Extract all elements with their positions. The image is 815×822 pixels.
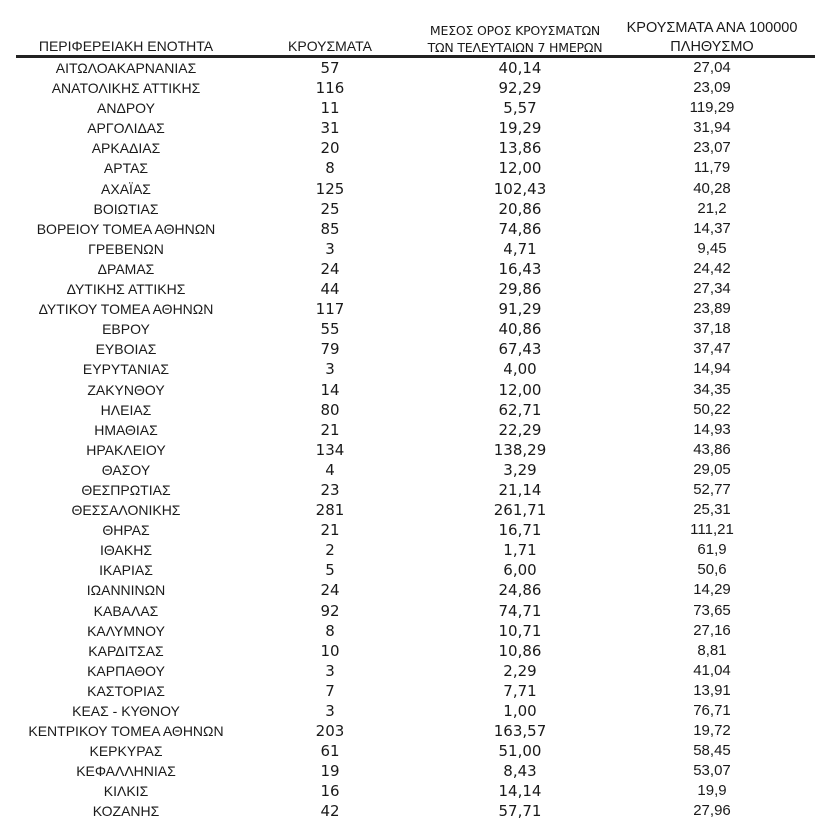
cell-region: ΚΑΒΑΛΑΣ [93, 602, 159, 619]
cell-cases: 10 [320, 641, 340, 660]
cell-per-100k: 23,07 [693, 139, 731, 157]
cell-region: ΑΝΔΡΟΥ [97, 100, 155, 117]
cell-cases: 21 [320, 521, 340, 540]
cell-region: ΔΡΑΜΑΣ [97, 260, 155, 277]
cell-per-100k: 25,31 [693, 501, 731, 519]
cell-region: ΒΟΡΕΙΟΥ ΤΟΜΕΑ ΑΘΗΝΩΝ [36, 220, 216, 237]
cell-per-100k: 14,29 [693, 581, 731, 599]
cell-region: ΕΒΡΟΥ [102, 321, 150, 338]
cell-cases: 20 [320, 139, 340, 158]
cell-region: ΙΘΑΚΗΣ [100, 542, 152, 559]
cell-cases: 117 [315, 300, 345, 319]
cell-7day-average: 29,86 [498, 280, 542, 299]
cell-7day-average: 91,29 [498, 300, 542, 319]
cell-7day-average: 163,57 [493, 722, 547, 741]
cell-region: ΑΙΤΩΛΟΑΚΑΡΝΑΝΙΑΣ [55, 60, 197, 76]
table-row [0, 239, 815, 259]
cell-cases: 116 [315, 79, 345, 98]
cell-region: ΗΜΑΘΙΑΣ [94, 421, 158, 438]
cell-region: ΚΟΖΑΝΗΣ [92, 803, 160, 820]
cell-7day-average: 8,43 [503, 762, 537, 781]
cell-cases: 31 [320, 119, 340, 138]
cell-7day-average: 20,86 [498, 199, 542, 218]
cell-7day-average: 24,86 [498, 581, 542, 600]
cell-cases: 24 [320, 259, 340, 278]
cell-7day-average: 138,29 [493, 440, 547, 459]
cell-region: ΘΕΣΣΑΛΟΝΙΚΗΣ [71, 502, 181, 519]
table-row [0, 138, 815, 158]
cell-region: ΘΑΣΟΥ [101, 461, 151, 478]
cell-cases: 80 [320, 400, 340, 419]
table-row [0, 641, 815, 661]
cell-7day-average: 40,14 [498, 59, 542, 77]
cell-per-100k: 23,09 [693, 79, 731, 97]
cell-per-100k: 43,86 [693, 440, 731, 458]
table-row [0, 560, 815, 580]
cell-7day-average: 6,00 [503, 561, 537, 580]
cell-cases: 85 [320, 219, 340, 238]
cell-7day-average: 102,43 [493, 179, 547, 198]
cell-region: ΔΥΤΙΚΟΥ ΤΟΜΕΑ ΑΘΗΝΩΝ [38, 301, 214, 318]
cell-cases: 92 [320, 601, 340, 620]
table-row [0, 480, 815, 500]
cell-7day-average: 74,71 [498, 601, 542, 620]
cell-cases: 44 [320, 280, 340, 299]
cell-per-100k: 37,18 [693, 320, 731, 338]
cell-per-100k: 19,72 [693, 722, 731, 740]
cell-region: ΑΧΑΪΑΣ [101, 180, 151, 197]
table-row [0, 199, 815, 219]
cell-per-100k: 111,21 [690, 521, 734, 539]
cell-cases: 25 [320, 199, 340, 218]
cell-region: ΚΕΑΣ - ΚΥΘΝΟΥ [72, 703, 180, 719]
table-row [0, 580, 815, 600]
cell-cases: 19 [320, 762, 340, 781]
cell-region: ΖΑΚΥΝΘΟΥ [87, 381, 165, 398]
cell-per-100k: 76,71 [693, 702, 731, 719]
cell-region: ΘΕΣΠΡΩΤΙΑΣ [81, 481, 171, 498]
cell-per-100k: 50,6 [697, 561, 727, 579]
cell-cases: 125 [315, 179, 345, 198]
cell-per-100k: 37,47 [693, 340, 731, 358]
header-region: ΠΕΡΙΦΕΡΕΙΑΚΗ ΕΝΟΤΗΤΑ [38, 38, 214, 54]
table-row [0, 721, 815, 741]
table-row [0, 701, 815, 721]
table-row [0, 78, 815, 98]
table-row [0, 460, 815, 480]
cell-7day-average: 1,71 [503, 541, 537, 560]
cell-cases: 57 [320, 59, 340, 77]
cell-7day-average: 16,43 [498, 259, 542, 278]
header-cases: ΚΡΟΥΣΜΑΤΑ [288, 38, 372, 54]
cell-region: ΕΥΡΥΤΑΝΙΑΣ [82, 361, 170, 378]
cell-cases: 42 [320, 802, 340, 821]
cell-region: ΕΥΒΟΙΑΣ [95, 341, 157, 358]
cell-cases: 3 [325, 239, 335, 258]
cell-region: ΚΑΣΤΟΡΙΑΣ [87, 682, 165, 699]
cell-region: ΚΕΝΤΡΙΚΟΥ ΤΟΜΕΑ ΑΘΗΝΩΝ [28, 723, 224, 740]
table-row [0, 440, 815, 460]
cell-per-100k: 29,05 [693, 460, 731, 478]
cell-cases: 281 [315, 501, 345, 520]
cell-region: ΚΕΦΑΛΛΗΝΙΑΣ [76, 763, 176, 780]
cell-7day-average: 62,71 [498, 400, 542, 419]
cell-7day-average: 12,00 [498, 159, 542, 178]
table-row [0, 179, 815, 199]
table-row [0, 359, 815, 379]
table-row [0, 259, 815, 279]
cell-cases: 2 [325, 541, 335, 560]
cell-per-100k: 41,04 [693, 661, 731, 679]
cell-per-100k: 11,79 [693, 159, 731, 177]
table-row [0, 601, 815, 621]
cell-per-100k: 14,93 [693, 420, 731, 438]
cell-per-100k: 50,22 [693, 400, 731, 418]
cell-region: ΚΕΡΚΥΡΑΣ [89, 743, 163, 760]
cell-per-100k: 31,94 [693, 119, 731, 137]
cell-region: ΒΟΙΩΤΙΑΣ [93, 200, 159, 217]
table-row [0, 118, 815, 138]
cell-cases: 21 [320, 420, 340, 439]
cell-7day-average: 10,86 [498, 641, 542, 660]
cell-cases: 8 [325, 159, 335, 178]
cell-region: ΔΥΤΙΚΗΣ ΑΤΤΙΚΗΣ [66, 281, 186, 298]
cell-region: ΚΑΛΥΜΝΟΥ [87, 622, 165, 639]
cell-7day-average: 7,71 [503, 681, 537, 700]
cell-7day-average: 16,71 [498, 521, 542, 540]
cell-region: ΑΡΓΟΛΙΔΑΣ [87, 120, 165, 137]
cell-cases: 8 [325, 621, 335, 640]
table-row [0, 420, 815, 440]
cell-7day-average: 40,86 [498, 320, 542, 339]
cell-region: ΚΙΛΚΙΣ [103, 783, 149, 800]
cell-cases: 203 [315, 722, 345, 741]
table-row [0, 540, 815, 560]
header-per-100k [612, 19, 812, 57]
cell-7day-average: 57,71 [498, 802, 542, 821]
cell-7day-average: 92,29 [498, 79, 542, 98]
table-body [0, 58, 815, 822]
table-row [0, 219, 815, 239]
cell-per-100k: 61,9 [697, 541, 727, 559]
cell-7day-average: 21,14 [498, 480, 542, 499]
cell-7day-average: 10,71 [498, 621, 542, 640]
cell-per-100k: 58,45 [693, 742, 731, 760]
cell-region: ΚΑΡΔΙΤΣΑΣ [88, 642, 164, 659]
cell-cases: 24 [320, 581, 340, 600]
header-7day-average [410, 22, 620, 56]
cell-7day-average: 67,43 [498, 340, 542, 359]
cell-region: ΘΗΡΑΣ [102, 522, 150, 539]
table-row [0, 621, 815, 641]
cell-7day-average: 12,00 [498, 380, 542, 399]
table-row [0, 661, 815, 681]
cell-region: ΙΩΑΝΝΙΝΩΝ [86, 582, 166, 599]
cell-region: ΚΑΡΠΑΘΟΥ [87, 662, 165, 679]
cell-per-100k: 27,04 [693, 59, 731, 76]
cell-7day-average: 74,86 [498, 219, 542, 238]
cell-per-100k: 14,37 [693, 219, 731, 237]
table-row [0, 500, 815, 520]
cell-cases: 23 [320, 480, 340, 499]
cell-region: ΙΚΑΡΙΑΣ [99, 562, 153, 579]
cell-7day-average: 4,71 [503, 239, 537, 258]
table-row [0, 801, 815, 821]
cell-per-100k: 23,89 [693, 300, 731, 318]
cell-cases: 134 [315, 440, 345, 459]
table-row [0, 741, 815, 761]
table-row [0, 339, 815, 359]
cell-per-100k: 34,35 [693, 380, 731, 398]
cell-7day-average: 2,29 [503, 661, 537, 680]
cell-per-100k: 21,2 [697, 199, 727, 217]
header-per-100k-line1: ΚΡΟΥΣΜΑΤΑ ΑΝΑ 100000 [626, 20, 798, 36]
cell-per-100k: 73,65 [693, 601, 731, 619]
cell-cases: 4 [325, 460, 335, 479]
header-7day-average-line2: ΤΩΝ ΤΕΛΕΥΤΑΙΩΝ 7 ΗΜΕΡΩΝ [427, 40, 603, 55]
cell-7day-average: 13,86 [498, 139, 542, 158]
cell-per-100k: 14,94 [693, 360, 731, 378]
header-per-100k-line2: ΠΛΗΘΥΣΜΟ [670, 39, 754, 55]
table-row [0, 681, 815, 701]
cell-per-100k: 13,91 [693, 681, 731, 699]
cell-per-100k: 53,07 [693, 762, 731, 780]
cell-7day-average: 1,00 [503, 702, 537, 720]
cell-7day-average: 19,29 [498, 119, 542, 138]
cell-per-100k: 24,42 [693, 259, 731, 277]
table-row [0, 158, 815, 178]
cell-region: ΓΡΕΒΕΝΩΝ [88, 240, 164, 257]
cell-per-100k: 40,28 [693, 179, 731, 197]
cell-region: ΑΝΑΤΟΛΙΚΗΣ ΑΤΤΙΚΗΣ [51, 80, 201, 97]
cell-region: ΗΡΑΚΛΕΙΟΥ [86, 441, 166, 458]
table-row [0, 279, 815, 299]
cell-region: ΑΡΚΑΔΙΑΣ [91, 140, 161, 157]
cell-cases: 14 [320, 380, 340, 399]
cell-cases: 3 [325, 702, 335, 720]
cell-7day-average: 5,57 [503, 99, 537, 118]
cell-per-100k: 52,77 [693, 480, 731, 498]
cell-per-100k: 27,16 [693, 621, 731, 639]
table-row [0, 299, 815, 319]
cell-7day-average: 261,71 [493, 501, 547, 520]
table-row [0, 520, 815, 540]
cell-7day-average: 14,14 [498, 782, 542, 801]
table-row [0, 380, 815, 400]
table-row [0, 761, 815, 781]
cell-cases: 55 [320, 320, 340, 339]
cell-per-100k: 27,34 [693, 280, 731, 298]
table-row [0, 58, 815, 78]
cell-cases: 5 [325, 561, 335, 580]
cell-region: ΗΛΕΙΑΣ [100, 401, 152, 418]
cell-cases: 16 [320, 782, 340, 801]
cell-7day-average: 4,00 [503, 360, 537, 379]
cell-cases: 3 [325, 360, 335, 379]
cell-per-100k: 27,96 [693, 802, 731, 820]
table-row [0, 400, 815, 420]
cell-7day-average: 51,00 [498, 742, 542, 761]
cell-per-100k: 119,29 [689, 99, 735, 117]
cell-cases: 61 [320, 742, 340, 761]
cell-7day-average: 22,29 [498, 420, 542, 439]
cell-cases: 3 [325, 661, 335, 680]
cell-cases: 79 [320, 340, 340, 359]
table-row [0, 319, 815, 339]
table-row [0, 781, 815, 801]
table-row [0, 98, 815, 118]
cell-cases: 11 [320, 99, 340, 118]
header-7day-average-line1: ΜΕΣΟΣ ΟΡΟΣ ΚΡΟΥΣΜΑΤΩΝ [429, 23, 601, 38]
cell-per-100k: 19,9 [697, 782, 727, 800]
cell-per-100k: 8,81 [697, 641, 727, 659]
cell-7day-average: 3,29 [503, 460, 537, 479]
cell-cases: 7 [325, 681, 335, 700]
cell-region: ΑΡΤΑΣ [103, 160, 149, 177]
cell-per-100k: 9,45 [697, 239, 727, 257]
